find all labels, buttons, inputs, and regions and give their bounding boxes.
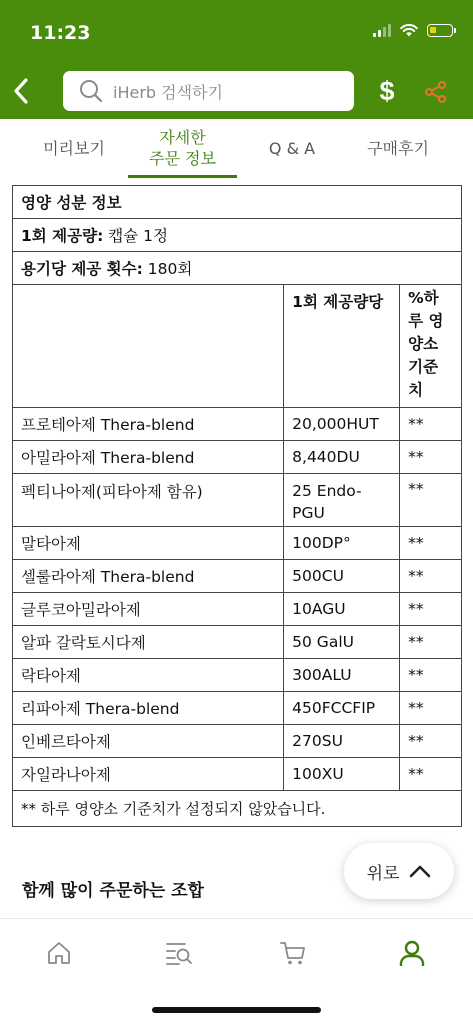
serving-size-label: 1회 제공량: xyxy=(21,227,104,245)
table-row xyxy=(13,626,462,659)
tab-overview[interactable]: 미리보기 xyxy=(43,138,105,158)
ingredient-amount: 100XU xyxy=(284,758,400,791)
table-row xyxy=(13,758,462,791)
ingredient-name: 락타아제 xyxy=(13,659,284,692)
tab-qa[interactable]: Q & A xyxy=(268,138,316,158)
nutrition-title: 영양 성분 정보 xyxy=(13,186,462,219)
table-row xyxy=(13,527,462,560)
ingredient-dv: ** xyxy=(400,441,462,474)
ingredient-name: 말타아제 xyxy=(13,527,284,560)
back-to-top-button[interactable] xyxy=(344,843,454,899)
table-row xyxy=(13,593,462,626)
ingredient-amount: 25 Endo- PGU xyxy=(284,474,400,527)
tab-reviews[interactable]: 구매후기 xyxy=(367,138,429,158)
search-input[interactable] xyxy=(63,71,354,111)
nav-home[interactable] xyxy=(39,933,79,973)
ingredient-amount: 20,000HUT xyxy=(284,408,400,441)
ingredient-name: 알파 갈락토시다제 xyxy=(13,626,284,659)
footnote: ** 하루 영양소 기준치가 설정되지 않았습니다. xyxy=(13,791,462,827)
product-tabs xyxy=(0,119,473,179)
ingredient-dv: ** xyxy=(400,692,462,725)
app-header xyxy=(0,0,473,119)
signal-icon xyxy=(373,24,391,37)
status-time: 11:23 xyxy=(30,22,91,44)
battery-icon xyxy=(427,24,453,37)
col-amount-header: 1회 제공량당 xyxy=(284,285,400,408)
search-icon xyxy=(79,79,103,103)
ingredient-name: 펙티나아제(피타아제 함유) xyxy=(13,474,284,527)
ingredient-dv: ** xyxy=(400,626,462,659)
ingredient-name: 자일라나아제 xyxy=(13,758,284,791)
serving-size-value: 캡슐 1정 xyxy=(103,227,168,245)
servings-label: 용기당 제공 횟수: xyxy=(21,260,143,278)
share-button[interactable] xyxy=(420,76,452,108)
section-title: 함께 많이 주문하는 조합 xyxy=(22,881,204,901)
ingredient-amount: 8,440DU xyxy=(284,441,400,474)
ingredient-amount: 500CU xyxy=(284,560,400,593)
ingredient-name: 글루코아밀라아제 xyxy=(13,593,284,626)
ingredient-name: 셀룰라아제 Thera-blend xyxy=(13,560,284,593)
search-placeholder: iHerb 검색하기 xyxy=(113,82,223,102)
table-row xyxy=(13,441,462,474)
ingredient-dv: ** xyxy=(400,593,462,626)
ingredient-name: 인베르타아제 xyxy=(13,725,284,758)
cart-icon xyxy=(279,940,307,966)
account-icon xyxy=(399,939,425,967)
nav-account[interactable] xyxy=(392,933,432,973)
tab-details[interactable]: 자세한 주문 정보 xyxy=(149,128,216,168)
serving-size xyxy=(13,219,462,252)
ingredient-name: 프로테아제 Thera-blend xyxy=(13,408,284,441)
table-row xyxy=(13,659,462,692)
home-indicator xyxy=(152,1007,321,1013)
ingredient-amount: 300ALU xyxy=(284,659,400,692)
servings-value: 180회 xyxy=(142,260,193,278)
ingredient-dv: ** xyxy=(400,527,462,560)
table-row xyxy=(13,725,462,758)
ingredient-dv: ** xyxy=(400,758,462,791)
ingredient-name: 리파아제 Thera-blend xyxy=(13,692,284,725)
header-blank-cell xyxy=(13,285,284,408)
table-row xyxy=(13,408,462,441)
active-tab-indicator xyxy=(128,175,237,178)
ingredient-dv: ** xyxy=(400,560,462,593)
chevron-left-icon xyxy=(13,78,29,104)
nav-browse[interactable] xyxy=(159,933,199,973)
table-row xyxy=(13,560,462,593)
ingredient-amount: 270SU xyxy=(284,725,400,758)
search-list-icon xyxy=(165,940,193,966)
status-icons xyxy=(373,24,453,37)
back-to-top-label: 위로 xyxy=(366,863,400,884)
ingredient-name: 아밀라아제 Thera-blend xyxy=(13,441,284,474)
chevron-up-icon xyxy=(409,864,431,878)
servings-per-container xyxy=(13,252,462,285)
home-icon xyxy=(46,940,72,966)
ingredient-amount: 10AGU xyxy=(284,593,400,626)
table-row xyxy=(13,474,462,527)
nutrition-facts-table xyxy=(12,185,462,827)
ingredient-dv: ** xyxy=(400,725,462,758)
share-icon xyxy=(424,80,448,104)
ingredient-dv: ** xyxy=(400,408,462,441)
currency-button[interactable]: $ xyxy=(379,75,395,106)
back-button[interactable] xyxy=(8,74,34,108)
ingredient-amount: 50 GalU xyxy=(284,626,400,659)
ingredient-amount: 100DP° xyxy=(284,527,400,560)
nav-cart[interactable] xyxy=(273,933,313,973)
col-dv-header: %하 루 영 양소 기준 치 xyxy=(400,285,462,408)
table-row xyxy=(13,692,462,725)
wifi-icon xyxy=(400,24,418,37)
ingredient-dv: ** xyxy=(400,474,462,527)
ingredient-dv: ** xyxy=(400,659,462,692)
ingredient-amount: 450FCCFIP xyxy=(284,692,400,725)
